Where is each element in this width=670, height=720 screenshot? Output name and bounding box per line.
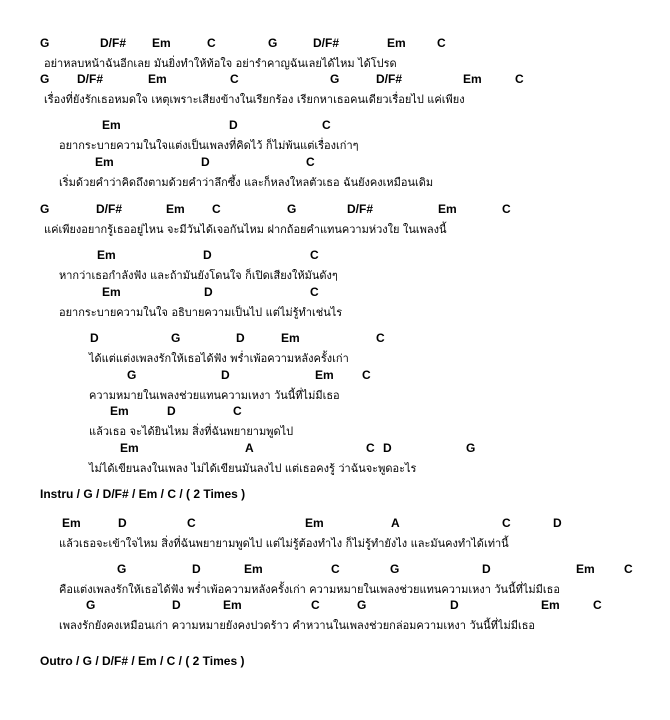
chord-label: G: [330, 72, 340, 86]
chord-label: Em: [97, 248, 116, 262]
chord-label: G: [127, 368, 137, 382]
lyric-line: ความหมายในเพลงช่วยแทนความเหงา วันนี้ที่ไม่มีเธอ: [89, 389, 340, 402]
chord-label: D/F#: [376, 72, 403, 86]
chord-label: C: [515, 72, 524, 86]
chord-label: D: [482, 562, 491, 576]
chord-label: G: [40, 202, 50, 216]
chord-label: Em: [315, 368, 334, 382]
chord-label: G: [40, 36, 50, 50]
chord-label: C: [437, 36, 446, 50]
chord-label: D: [204, 285, 213, 299]
chord-label: C: [230, 72, 239, 86]
chord-label: D/F#: [77, 72, 104, 86]
chord-label: C: [376, 331, 385, 345]
chord-label: G: [287, 202, 297, 216]
chord-row: [0, 404, 670, 420]
chord-row: [0, 331, 670, 347]
lyric-line: แล้วเธอ จะได้ยินไหม สิ่งที่ฉันพยายามพูดไป: [89, 425, 294, 438]
chord-label: C: [207, 36, 216, 50]
lyric-line: อย่าหลบหน้าฉันอีกเลย มันยิ่งทำให้ท้อใจ อย่ารำคาญฉันเลยได้ไหม ได้โปรด: [44, 57, 397, 70]
chord-label: Em: [102, 118, 121, 132]
chord-label: Em: [438, 202, 457, 216]
lyric-line: ไม่ได้เขียนลงในเพลง ไม่ได้เขียนมันลงไป แต่เธอคงรู้ ว่าฉันจะพูดอะไร: [89, 462, 417, 475]
chord-row: [0, 598, 670, 614]
chord-label: G: [40, 72, 50, 86]
chord-label: G: [268, 36, 278, 50]
chord-label: Em: [95, 155, 114, 169]
chord-label: C: [212, 202, 221, 216]
chord-row: [0, 118, 670, 134]
chord-label: G: [86, 598, 96, 612]
chord-row: [0, 72, 670, 88]
chord-label: D: [203, 248, 212, 262]
chord-label: D: [90, 331, 99, 345]
chord-label: Em: [223, 598, 242, 612]
chord-label: Em: [387, 36, 406, 50]
chord-row: [0, 285, 670, 301]
chord-label: C: [233, 404, 242, 418]
chord-label: Em: [148, 72, 167, 86]
chord-label: D/F#: [96, 202, 123, 216]
chord-label: D: [236, 331, 245, 345]
chord-label: D: [192, 562, 201, 576]
chord-label: Em: [305, 516, 324, 530]
chord-label: D: [383, 441, 392, 455]
chord-row: [0, 516, 670, 532]
lyric-line: แล้วเธอจะเข้าใจไหม สิ่งที่ฉันพยายามพูดไป แต่ไม่รู้ต้องทำไง ก็ไม่รู้ทำยังไง และมันคงทำได้เท่านี้: [59, 537, 509, 550]
chord-label: C: [311, 598, 320, 612]
chord-label: Em: [576, 562, 595, 576]
chord-label: G: [117, 562, 127, 576]
chord-label: A: [391, 516, 400, 530]
lyric-line: เริ่มด้วยคำว่าคิดถึงตามด้วยคำว่าลึกซึ้ง และก็หลงใหลตัวเธอ ฉันยังคงเหมือนเดิม: [59, 176, 434, 189]
instru-line: Instru / G / D/F# / Em / C / ( 2 Times ): [40, 487, 246, 501]
lyric-line: อยากระบายความในใจ อธิบายความเป็นไป แต่ไม่รู้ทำเช่นไร: [59, 306, 343, 319]
chord-label: D: [229, 118, 238, 132]
chord-label: G: [171, 331, 181, 345]
chord-label: Em: [541, 598, 560, 612]
chord-label: Em: [110, 404, 129, 418]
chord-label: C: [310, 285, 319, 299]
chord-label: G: [390, 562, 400, 576]
lyric-line: เรื่องที่ยังรักเธอหมดใจ เหตุเพราะเสียงข้างในเรียกร้อง เรียกหาเธอคนเดียวเรื่อยไป แค่เพียง: [44, 93, 465, 106]
chord-label: D/F#: [100, 36, 127, 50]
chord-label: Em: [152, 36, 171, 50]
lyric-line: เพลงรักยังคงเหมือนเก่า ความหมายยังคงปวดร้าว คำหวานในเพลงช่วยกล่อมความเหงา วันนี้ที่ไม่มีเธอ: [59, 619, 536, 632]
chord-label: G: [357, 598, 367, 612]
chord-label: C: [624, 562, 633, 576]
chord-label: C: [362, 368, 371, 382]
chord-label: C: [322, 118, 331, 132]
lyric-line: อยากระบายความในใจแต่งเป็นเพลงที่คิดไว้ ก็ไม่พ้นแต่เรื่องเก่าๆ: [59, 139, 359, 152]
chord-label: Em: [281, 331, 300, 345]
lyric-line: คือแต่งเพลงรักให้เธอได้ฟัง พร่ำเพ้อความหลังครั้งเก่า ความหมายในเพลงช่วยแทนความเหงา วันนี้ที่ไม่มีเธอ: [59, 583, 560, 596]
chord-row: [0, 562, 670, 578]
chord-label: Em: [244, 562, 263, 576]
chord-label: D: [221, 368, 230, 382]
chord-label: A: [245, 441, 254, 455]
lyric-line: หากว่าเธอกำลังฟัง และถ้ามันยังโดนใจ ก็เปิดเสียงให้มันดังๆ: [59, 269, 338, 282]
chord-label: Em: [120, 441, 139, 455]
chord-label: C: [502, 202, 511, 216]
chord-label: D: [201, 155, 210, 169]
chord-label: D: [172, 598, 181, 612]
lyric-line: แค่เพียงอยากรู้เธออยู่ไหน จะมีวันได้เจอกันไหม ฝากถ้อยคำแทนความห่วงใย ในเพลงนี้: [44, 223, 447, 236]
chord-label: C: [187, 516, 196, 530]
chord-label: D/F#: [313, 36, 340, 50]
chord-label: Em: [166, 202, 185, 216]
chord-row: [0, 202, 670, 218]
outro-line: Outro / G / D/F# / Em / C / ( 2 Times ): [40, 654, 245, 668]
chord-label: G: [466, 441, 476, 455]
chord-row: [0, 36, 670, 52]
chord-label: C: [502, 516, 511, 530]
chord-label: D/F#: [347, 202, 374, 216]
chord-row: [0, 155, 670, 171]
chord-label: C: [593, 598, 602, 612]
chord-label: C: [366, 441, 375, 455]
chord-row: [0, 441, 670, 457]
lyric-line: ได้แต่แต่งเพลงรักให้เธอได้ฟัง พร่ำเพ้อความหลังครั้งเก่า: [89, 352, 349, 365]
chord-label: C: [306, 155, 315, 169]
chord-label: D: [450, 598, 459, 612]
chord-label: C: [310, 248, 319, 262]
chord-label: Em: [62, 516, 81, 530]
chord-label: D: [167, 404, 176, 418]
chord-label: D: [118, 516, 127, 530]
chord-label: Em: [102, 285, 121, 299]
chord-label: Em: [463, 72, 482, 86]
chord-row: [0, 248, 670, 264]
chord-label: C: [331, 562, 340, 576]
chord-row: [0, 368, 670, 384]
chord-label: D: [553, 516, 562, 530]
